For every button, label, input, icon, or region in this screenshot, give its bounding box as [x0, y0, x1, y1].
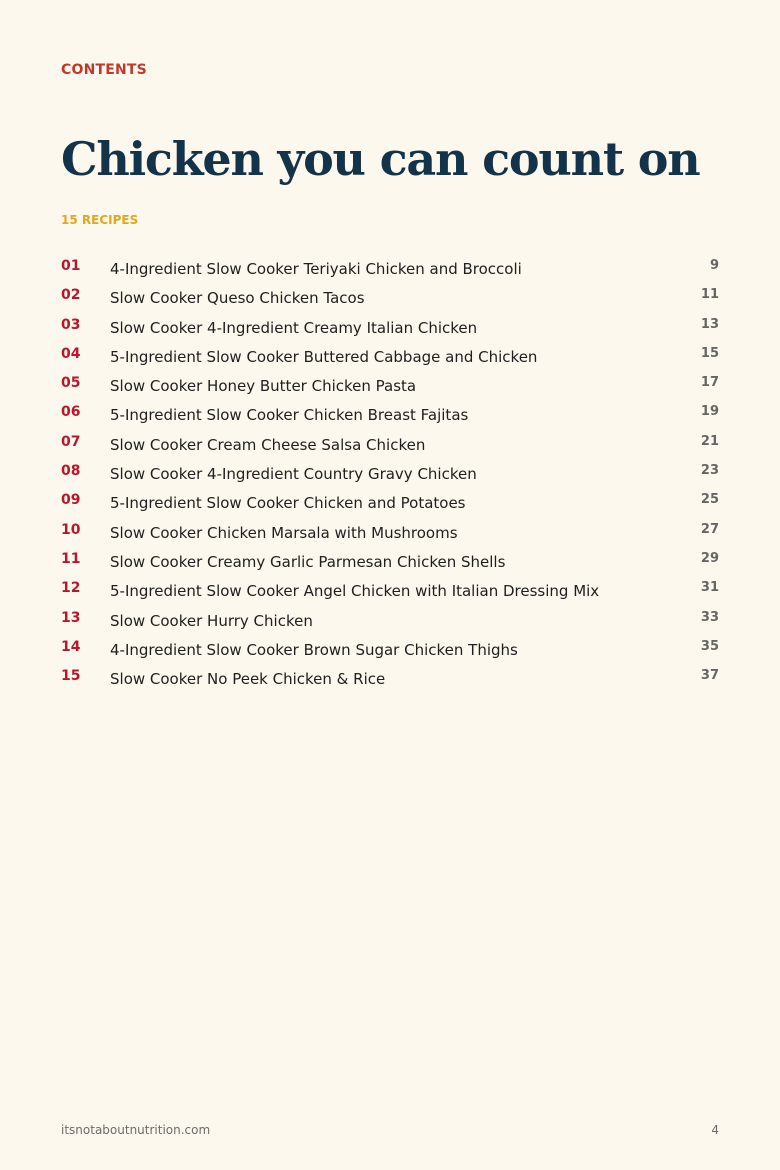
- toc-row[interactable]: [61, 284, 720, 313]
- toc-row[interactable]: [61, 577, 720, 606]
- toc-row[interactable]: [61, 431, 720, 460]
- toc-page-number: 21: [700, 433, 719, 449]
- toc-title[interactable]: 5-Ingredient Slow Cooker Chicken and Potatoes: [110, 494, 466, 513]
- toc-page-number: 27: [700, 521, 719, 537]
- toc-number: 14: [61, 638, 81, 655]
- toc-row[interactable]: [61, 607, 720, 636]
- toc-row[interactable]: [61, 460, 720, 489]
- toc-page-number: 23: [700, 463, 719, 479]
- toc-number: 03: [61, 316, 81, 333]
- toc-title[interactable]: Slow Cooker Queso Chicken Tacos: [110, 289, 365, 308]
- toc-row[interactable]: [61, 519, 720, 548]
- toc-number: 08: [61, 463, 81, 480]
- toc-number: 11: [61, 550, 81, 567]
- toc-title[interactable]: Slow Cooker Hurry Chicken: [110, 611, 313, 630]
- toc-page-number: 25: [700, 492, 719, 508]
- toc-title[interactable]: 5-Ingredient Slow Cooker Chicken Breast Fajitas: [110, 406, 469, 425]
- toc-title[interactable]: Slow Cooker Cream Cheese Salsa Chicken: [110, 435, 426, 454]
- toc-page-number: 29: [700, 550, 719, 566]
- table-of-contents: [61, 255, 720, 694]
- toc-page-number: 35: [700, 638, 719, 654]
- toc-number: 06: [61, 404, 81, 421]
- section-label: CONTENTS: [61, 62, 147, 78]
- toc-number: 07: [61, 433, 81, 450]
- toc-row[interactable]: [61, 489, 720, 518]
- footer-site-url[interactable]: itsnotaboutnutrition.com: [61, 1123, 211, 1137]
- toc-row[interactable]: [61, 636, 720, 665]
- toc-page-number: 19: [700, 404, 719, 420]
- toc-number: 04: [61, 345, 81, 362]
- toc-row[interactable]: [61, 401, 720, 430]
- toc-page-number: 13: [700, 316, 719, 332]
- toc-number: 01: [61, 258, 81, 274]
- toc-number: 02: [61, 287, 81, 304]
- toc-number: 15: [61, 668, 81, 685]
- toc-row[interactable]: [61, 343, 720, 372]
- toc-page-number: 31: [700, 580, 719, 596]
- toc-title[interactable]: 5-Ingredient Slow Cooker Buttered Cabbage and Chicken: [110, 347, 538, 366]
- toc-title[interactable]: Slow Cooker Creamy Garlic Parmesan Chicken Shells: [110, 552, 506, 571]
- toc-number: 10: [61, 521, 81, 538]
- toc-title[interactable]: Slow Cooker 4-Ingredient Creamy Italian Chicken: [110, 318, 478, 337]
- toc-page-number: 15: [700, 345, 719, 361]
- recipe-count: 15 RECIPES: [61, 213, 139, 227]
- toc-title[interactable]: 4-Ingredient Slow Cooker Brown Sugar Chicken Thighs: [110, 640, 518, 659]
- toc-title[interactable]: 5-Ingredient Slow Cooker Angel Chicken with Italian Dressing Mix: [110, 582, 600, 601]
- toc-row[interactable]: [61, 665, 720, 694]
- toc-title[interactable]: Slow Cooker No Peek Chicken & Rice: [110, 670, 386, 689]
- toc-title[interactable]: Slow Cooker Chicken Marsala with Mushrooms: [110, 523, 458, 542]
- toc-number: 05: [61, 375, 81, 392]
- toc-page-number: 33: [700, 609, 719, 625]
- toc-number: 09: [61, 492, 81, 509]
- toc-title[interactable]: Slow Cooker Honey Butter Chicken Pasta: [110, 377, 417, 396]
- toc-row[interactable]: [61, 314, 720, 343]
- toc-number: 12: [61, 580, 81, 597]
- toc-row[interactable]: [61, 372, 720, 401]
- toc-page-number: 9: [709, 258, 719, 273]
- toc-number: 13: [61, 609, 81, 626]
- toc-page-number: 37: [700, 668, 719, 684]
- toc-row[interactable]: [61, 548, 720, 577]
- toc-title[interactable]: 4-Ingredient Slow Cooker Teriyaki Chicken and Broccoli: [110, 260, 522, 278]
- footer-page-number: 4: [711, 1123, 719, 1137]
- toc-page-number: 11: [700, 287, 719, 303]
- toc-title[interactable]: Slow Cooker 4-Ingredient Country Gravy Chicken: [110, 465, 477, 484]
- toc-row[interactable]: [61, 255, 720, 284]
- page-title: Chicken you can count on: [61, 132, 700, 186]
- toc-page-number: 17: [700, 375, 719, 391]
